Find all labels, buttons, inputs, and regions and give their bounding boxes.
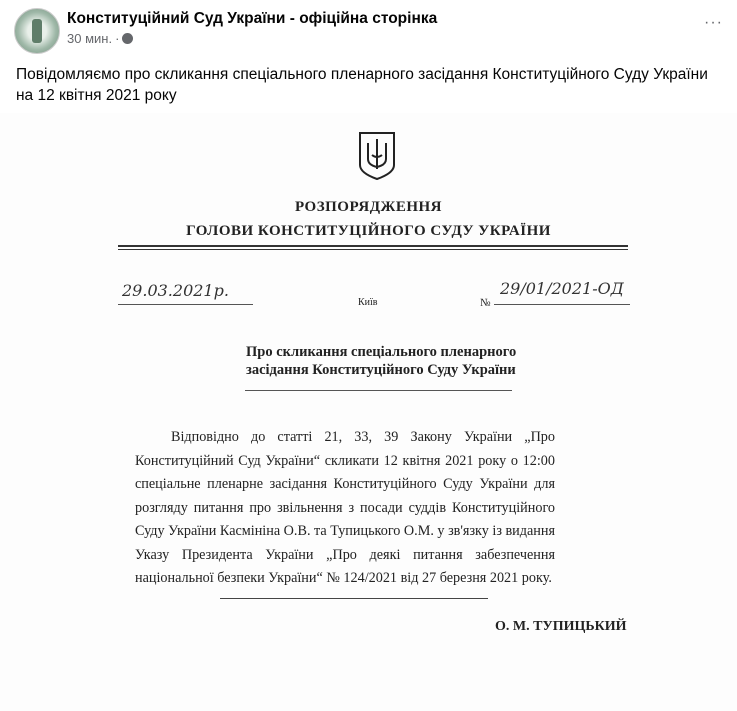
number-line bbox=[494, 304, 630, 305]
date-line bbox=[118, 304, 253, 305]
globe-icon bbox=[122, 33, 133, 44]
more-options-button[interactable]: ··· bbox=[704, 14, 723, 31]
document-number: 29/01/2021-ОД bbox=[500, 279, 624, 298]
subject-underline bbox=[245, 390, 512, 391]
document-subtitle: ГОЛОВИ КОНСТИТУЦІЙНОГО СУДУ УКРАЇНИ bbox=[186, 223, 551, 239]
signature-line bbox=[220, 598, 488, 599]
signatory-name: О. М. ТУПИЦЬКИЙ bbox=[495, 619, 627, 634]
separator: · bbox=[115, 31, 120, 46]
subject-line: Про скликання спеціального пленарного bbox=[246, 344, 517, 360]
divider bbox=[118, 245, 628, 247]
number-label: № bbox=[480, 297, 491, 309]
post-time[interactable]: 30 мин. bbox=[67, 31, 113, 46]
trident-emblem-icon bbox=[358, 131, 396, 181]
document-image[interactable] bbox=[0, 113, 737, 711]
divider bbox=[118, 249, 628, 250]
page-avatar[interactable] bbox=[14, 8, 60, 54]
document-title: РОЗПОРЯДЖЕННЯ bbox=[294, 199, 443, 215]
document-city: Київ bbox=[358, 297, 378, 308]
document-body: Відповідно до статті 21, 33, 39 Закону України „Про Конституційний Суд України“ скликати 12 квітня 2021 року о 12:00 спеціальне пленарне засідання Конституційного Суду України для розгляду питання про звільнення з посади суддів Конституційного Суду України Касмініна О.В. та Тупицького О.М. у зв'язку із видання Указу Президента України „Про деякі питання забезпечення національної безпеки України“ № 124/2021 від 27 березня 2021 року. bbox=[135, 429, 555, 586]
document-subject bbox=[246, 343, 516, 379]
post-meta bbox=[67, 31, 133, 46]
subject-line: засідання Конституційного Суду України bbox=[246, 362, 516, 378]
document-date: 29.03.2021р. bbox=[122, 281, 229, 300]
page-name-link[interactable]: Конституційний Суд України - офіційна сторінка bbox=[67, 10, 438, 27]
post-text: Повідомляємо про скликання спеціального пленарного засідання Конституційного Суду України на 12 квітня 2021 року bbox=[16, 66, 708, 104]
